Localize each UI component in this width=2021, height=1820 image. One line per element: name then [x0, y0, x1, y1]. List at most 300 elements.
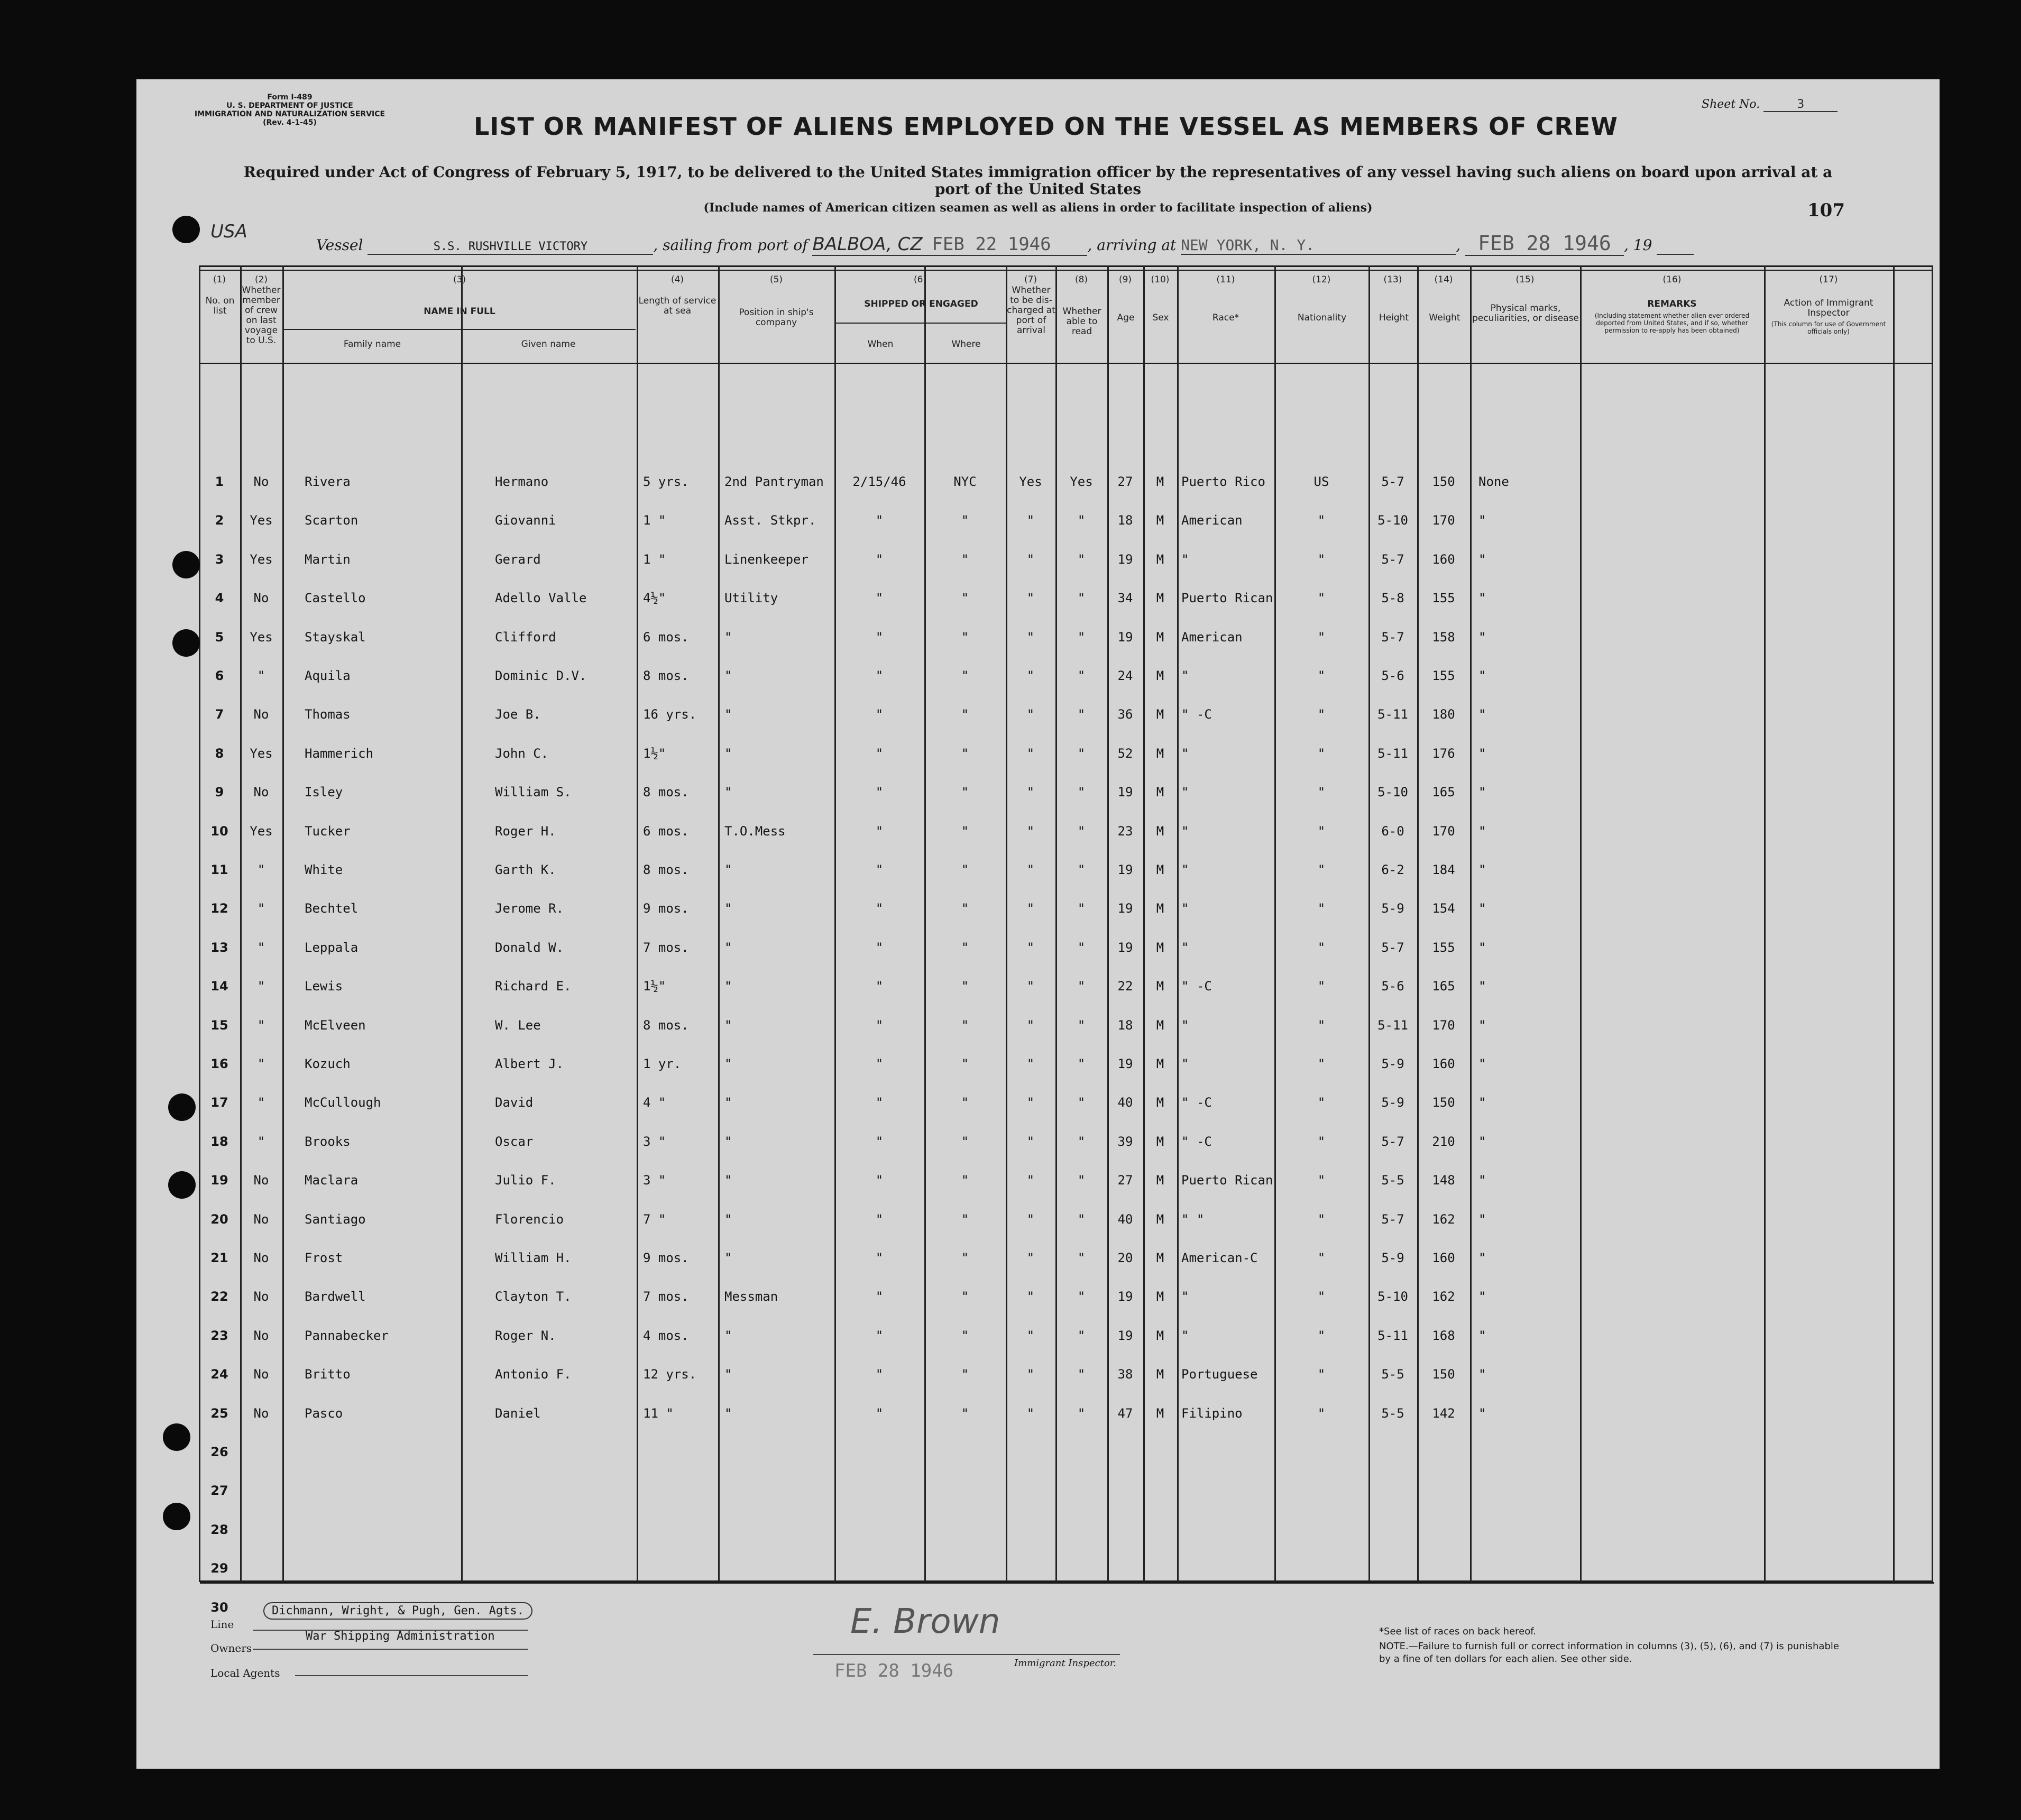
cell-when: "	[875, 668, 884, 683]
cell-race: "	[1181, 1328, 1189, 1343]
cell-sex: M	[1156, 513, 1164, 528]
cell-height: 5-11	[1377, 707, 1408, 722]
column-rule	[1107, 265, 1109, 1582]
cell-no: 11	[210, 862, 228, 877]
cell-where: "	[961, 1289, 969, 1304]
cell-position: "	[724, 1251, 732, 1265]
sailing-port: BALBOA, CZ	[812, 234, 923, 255]
cell-height: 6-0	[1381, 823, 1404, 839]
line-label: Line	[210, 1618, 234, 1631]
cell-disch: "	[1026, 629, 1035, 645]
cell-given: Albert J.	[495, 1056, 564, 1071]
hdr-age: Age	[1117, 312, 1135, 323]
cell-weight: 168	[1432, 1328, 1455, 1343]
cell-race: "	[1181, 862, 1189, 877]
cell-where: "	[961, 1328, 969, 1343]
vessel-line: Vessel S.S. RUSHVILLE VICTORY , sailing from port of BALBOA, CZ FEB 22 1946 , arriving at NEW YORK, N. Y. , FEB 28 1946 , 19	[316, 232, 1694, 256]
cell-where: "	[961, 551, 969, 567]
column-number: (7)	[1024, 274, 1037, 285]
column-rule	[461, 265, 463, 1582]
cell-race: American	[1181, 629, 1243, 645]
cell-prev: No	[253, 1211, 269, 1227]
cell-prev: No	[253, 1328, 269, 1343]
cell-given: Garth K.	[495, 862, 556, 877]
cell-service: 6 mos.	[643, 823, 689, 839]
cell-disch: "	[1026, 1367, 1035, 1382]
cell-marks: "	[1478, 746, 1486, 761]
cell-height: 5-11	[1377, 746, 1408, 761]
cell-prev: "	[257, 940, 265, 955]
cell-marks: "	[1478, 979, 1486, 994]
cell-disch: "	[1026, 1328, 1035, 1343]
cell-race: "	[1181, 668, 1189, 683]
cell-no: 16	[210, 1056, 228, 1071]
column-rule	[240, 265, 242, 1582]
cell-weight: 165	[1432, 785, 1455, 800]
cell-family: McCullough	[305, 1095, 381, 1110]
cell-position: "	[724, 901, 732, 916]
cell-sex: M	[1156, 1095, 1164, 1110]
cell-prev: Yes	[250, 746, 273, 761]
hdr-where: Where	[951, 339, 981, 350]
cell-marks: "	[1478, 513, 1486, 528]
cell-race: Filipino	[1181, 1405, 1243, 1421]
owners-label: Owners	[210, 1642, 252, 1654]
cell-disch: "	[1026, 940, 1035, 955]
cell-no: 28	[210, 1522, 228, 1537]
cell-read: Yes	[1070, 474, 1093, 489]
cell-when: "	[875, 862, 884, 877]
cell-service: 16 yrs.	[643, 707, 697, 722]
sheet-number-label: Sheet No.	[1702, 98, 1760, 111]
cell-age: 18	[1117, 513, 1133, 528]
cell-position: "	[724, 707, 732, 722]
cell-race: "	[1181, 746, 1189, 761]
cell-where: "	[961, 823, 969, 839]
column-rule	[1368, 265, 1370, 1582]
footer-rule	[200, 1582, 1934, 1584]
punch-hole	[168, 1093, 196, 1121]
cell-nat: "	[1317, 629, 1326, 645]
cell-read: "	[1077, 862, 1086, 877]
cell-disch: "	[1026, 551, 1035, 567]
cell-prev: "	[257, 1134, 265, 1149]
punch-hole	[168, 1171, 196, 1199]
cell-height: 5-11	[1377, 1017, 1408, 1033]
cell-family: Pannabecker	[305, 1328, 389, 1343]
cell-family: Stayskal	[305, 629, 366, 645]
hdr-physical-marks: Physical marks, peculiarities, or disease	[1472, 303, 1579, 324]
punch-hole	[172, 629, 200, 657]
cell-no: 22	[210, 1289, 228, 1304]
cell-marks: "	[1478, 901, 1486, 916]
hdr-able-to-read: Whether able to read	[1062, 306, 1101, 337]
cell-when: "	[875, 785, 884, 800]
cell-disch: "	[1026, 823, 1035, 839]
hdr-height: Height	[1379, 312, 1409, 323]
cell-service: 7 "	[643, 1211, 666, 1227]
cell-no: 4	[215, 591, 224, 606]
hdr-prev-voyage: Whether member of crew on last voyage to U.S.	[242, 285, 281, 346]
punch-hole	[172, 216, 200, 243]
right-border	[1932, 265, 1933, 1582]
cell-given: Daniel	[495, 1405, 541, 1421]
subnote: (Include names of American citizen seamen as well as aliens in order to facilitate inspection of aliens)	[703, 201, 1373, 215]
cell-prev: No	[253, 707, 269, 722]
cell-nat: "	[1317, 746, 1326, 761]
cell-nat: "	[1317, 1211, 1326, 1227]
cell-disch: "	[1026, 513, 1035, 528]
cell-position: T.O.Mess	[724, 823, 786, 839]
cell-weight: 148	[1432, 1173, 1455, 1188]
cell-service: 3 "	[643, 1134, 666, 1149]
cell-prev: "	[257, 1056, 265, 1071]
cell-marks: "	[1478, 1017, 1486, 1033]
cell-height: 5-6	[1381, 668, 1404, 683]
cell-when: "	[875, 901, 884, 916]
cell-where: "	[961, 940, 969, 955]
cell-weight: 155	[1432, 591, 1455, 606]
cell-family: Kozuch	[305, 1056, 351, 1071]
cell-when: 2/15/46	[852, 474, 906, 489]
cell-height: 5-10	[1377, 1289, 1408, 1304]
cell-marks: "	[1478, 1211, 1486, 1227]
cell-disch: "	[1026, 1173, 1035, 1188]
hdr-given-name: Given name	[521, 339, 576, 350]
cell-no: 24	[210, 1367, 228, 1382]
cell-no: 21	[210, 1251, 228, 1265]
cell-read: "	[1077, 823, 1086, 839]
cell-given: William S.	[495, 785, 572, 800]
cell-when: "	[875, 1095, 884, 1110]
column-number: (13)	[1383, 274, 1402, 285]
cell-read: "	[1077, 1095, 1086, 1110]
cell-position: "	[724, 668, 732, 683]
cell-no: 20	[210, 1211, 228, 1227]
cell-prev: Yes	[250, 513, 273, 528]
cell-nat: "	[1317, 1173, 1326, 1188]
cell-given: Antonio F.	[495, 1367, 572, 1382]
punch-hole	[172, 551, 200, 578]
cell-prev: No	[253, 785, 269, 800]
cell-where: "	[961, 979, 969, 994]
cell-given: William H.	[495, 1251, 572, 1265]
inspector-signature: E. Brown	[850, 1602, 1000, 1641]
column-rule	[1470, 265, 1472, 1582]
cell-read: "	[1077, 1211, 1086, 1227]
cell-position: "	[724, 1328, 732, 1343]
cell-service: 8 mos.	[643, 1017, 689, 1033]
cell-position: "	[724, 785, 732, 800]
cell-when: "	[875, 1056, 884, 1071]
cell-position: Utility	[724, 591, 778, 606]
column-number: (15)	[1515, 274, 1535, 285]
cell-given: Giovanni	[495, 513, 556, 528]
subtitle: Required under Act of Congress of February 5, 1917, to be delivered to the United States immigration officer by the representatives of any vessel having such aliens on board upon arrival at a port of the United States	[243, 163, 1833, 198]
cell-no: 15	[210, 1017, 228, 1033]
cell-no: 13	[210, 940, 228, 955]
cell-marks: "	[1478, 823, 1486, 839]
cell-given: John C.	[495, 746, 549, 761]
cell-no: 27	[210, 1483, 228, 1499]
sheet-number	[1702, 98, 1838, 112]
cell-when: "	[875, 940, 884, 955]
column-number: (2)	[254, 274, 268, 285]
hdr-name-divider-b	[461, 329, 636, 331]
cell-position: "	[724, 1095, 732, 1110]
cell-read: "	[1077, 1251, 1086, 1265]
cell-no: 23	[210, 1328, 228, 1343]
column-rule	[637, 265, 638, 1582]
form-revision: (Rev. 4-1-45)	[263, 118, 317, 127]
cell-sex: M	[1156, 823, 1164, 839]
cell-marks: "	[1478, 940, 1486, 955]
cell-position: 2nd Pantryman	[724, 474, 824, 489]
cell-no: 3	[215, 551, 224, 567]
cell-height: 5-9	[1381, 1251, 1404, 1265]
cell-height: 5-10	[1377, 785, 1408, 800]
cell-no: 17	[210, 1095, 228, 1110]
cell-service: 11 "	[643, 1405, 674, 1421]
cell-age: 22	[1117, 979, 1133, 994]
cell-where: "	[961, 1017, 969, 1033]
column-number: (11)	[1216, 274, 1235, 285]
cell-service: 8 mos.	[643, 785, 689, 800]
cell-no: 9	[215, 785, 224, 800]
cell-nat: US	[1313, 474, 1329, 489]
cell-family: Bardwell	[305, 1289, 366, 1304]
sailing-label: , sailing from port of	[653, 236, 808, 254]
cell-given: David	[495, 1095, 534, 1110]
cell-weight: 154	[1432, 901, 1455, 916]
cell-when: "	[875, 1289, 884, 1304]
cell-no: 7	[215, 707, 224, 722]
cell-family: Lewis	[305, 979, 343, 994]
punch-hole	[163, 1503, 190, 1530]
arrival-date: FEB 28 1946	[1478, 232, 1611, 255]
cell-where: "	[961, 1173, 969, 1188]
cell-read: "	[1077, 591, 1086, 606]
cell-when: "	[875, 1173, 884, 1188]
cell-marks: "	[1478, 551, 1486, 567]
cell-read: "	[1077, 940, 1086, 955]
cell-weight: 170	[1432, 1017, 1455, 1033]
cell-height: 5-7	[1381, 551, 1404, 567]
cell-prev: No	[253, 1405, 269, 1421]
hdr-nationality: Nationality	[1297, 312, 1347, 323]
cell-age: 34	[1117, 591, 1133, 606]
line-value: Dichmann, Wright, & Pugh, Gen. Agts.	[263, 1602, 532, 1620]
cell-service: 8 mos.	[643, 862, 689, 877]
cell-age: 19	[1117, 785, 1133, 800]
hdr-shipped-divider	[835, 323, 1007, 325]
cell-age: 19	[1117, 1328, 1133, 1343]
cell-sex: M	[1156, 1017, 1164, 1033]
cell-position: "	[724, 746, 732, 761]
hdr-remarks-note: (Including statement whether alien ever ordered deported from United States, and if so, whether permission to re-apply has been obtained)	[1594, 312, 1750, 334]
cell-where: "	[961, 668, 969, 683]
cell-family: McElveen	[305, 1017, 366, 1033]
cell-disch: "	[1026, 1134, 1035, 1149]
cell-no: 8	[215, 746, 224, 761]
cell-nat: "	[1317, 1328, 1326, 1343]
cell-read: "	[1077, 707, 1086, 722]
cell-nat: "	[1317, 901, 1326, 916]
column-number: (4)	[670, 274, 684, 285]
inspector-label: Immigrant Inspector.	[1014, 1658, 1117, 1669]
cell-no: 10	[210, 823, 228, 839]
year-prefix: , 19	[1624, 236, 1652, 254]
cell-given: Adello Valle	[495, 591, 587, 606]
cell-sex: M	[1156, 746, 1164, 761]
cell-when: "	[875, 551, 884, 567]
cell-family: Frost	[305, 1251, 343, 1265]
cell-weight: 142	[1432, 1405, 1455, 1421]
cell-no: 14	[210, 979, 228, 994]
cell-read: "	[1077, 1328, 1086, 1343]
cell-when: "	[875, 591, 884, 606]
cell-race: " -C	[1181, 979, 1212, 994]
cell-height: 5-7	[1381, 1134, 1404, 1149]
cell-position: "	[724, 1017, 732, 1033]
cell-weight: 165	[1432, 979, 1455, 994]
cell-nat: "	[1317, 1056, 1326, 1071]
cell-given: Richard E.	[495, 979, 572, 994]
cell-service: 9 mos.	[643, 1251, 689, 1265]
cell-sex: M	[1156, 668, 1164, 683]
cell-prev: No	[253, 591, 269, 606]
cell-sex: M	[1156, 1056, 1164, 1071]
cell-given: Florencio	[495, 1211, 564, 1227]
cell-height: 5-7	[1381, 1211, 1404, 1227]
cell-sex: M	[1156, 1289, 1164, 1304]
cell-marks: "	[1478, 1405, 1486, 1421]
cell-disch: "	[1026, 707, 1035, 722]
hdr-discharged: Whether to be dis-charged at port of arrival	[1007, 285, 1055, 336]
department: U. S. DEPARTMENT OF JUSTICE	[226, 102, 353, 110]
cell-given: Dominic D.V.	[495, 668, 587, 683]
cell-position: Linenkeeper	[724, 551, 809, 567]
cell-race: "	[1181, 901, 1189, 916]
fine-note: NOTE.—Failure to furnish full or correct information in columns (3), (5), (6), and (7) is punishable by a fine of ten dollars for each alien. See other side.	[1379, 1641, 1839, 1665]
cell-no: 25	[210, 1405, 228, 1421]
cell-no: 6	[215, 668, 224, 683]
cell-height: 5-7	[1381, 940, 1404, 955]
cell-no: 26	[210, 1445, 228, 1459]
cell-given: Jerome R.	[495, 901, 564, 916]
cell-race: " -C	[1181, 707, 1212, 722]
cell-service: 4 mos.	[643, 1328, 689, 1343]
cell-age: 39	[1117, 1134, 1133, 1149]
cell-nat: "	[1317, 707, 1326, 722]
cell-disch: "	[1026, 901, 1035, 916]
hdr-inspector-action: Action of Immigrant Inspector	[1784, 298, 1873, 318]
cell-given: Julio F.	[495, 1173, 556, 1188]
column-rule	[834, 265, 836, 1582]
cell-when: "	[875, 746, 884, 761]
cell-nat: "	[1317, 513, 1326, 528]
cell-read: "	[1077, 1134, 1086, 1149]
cell-race: Puerto Rican	[1181, 1173, 1273, 1188]
cell-sex: M	[1156, 1328, 1164, 1343]
cell-race: "	[1181, 1289, 1189, 1304]
cell-prev: No	[253, 1289, 269, 1304]
cell-nat: "	[1317, 785, 1326, 800]
cell-given: Clayton T.	[495, 1289, 572, 1304]
cell-sex: M	[1156, 901, 1164, 916]
cell-prev: No	[253, 474, 269, 489]
cell-height: 5-5	[1381, 1405, 1404, 1421]
cell-when: "	[875, 1017, 884, 1033]
cell-service: 3 "	[643, 1173, 666, 1188]
cell-disch: "	[1026, 591, 1035, 606]
column-rule	[1580, 265, 1582, 1582]
hdr-name-divider	[283, 329, 461, 331]
cell-age: 38	[1117, 1367, 1133, 1382]
hdr-when: When	[867, 339, 894, 350]
cell-where: "	[961, 1251, 969, 1265]
table-top-rule-inner	[199, 270, 1933, 271]
cell-no: 29	[210, 1561, 228, 1576]
cell-race: American-C	[1181, 1251, 1258, 1265]
cell-nat: "	[1317, 1095, 1326, 1110]
cell-where: "	[961, 629, 969, 645]
cell-given: Roger H.	[495, 823, 556, 839]
cell-family: Leppala	[305, 940, 359, 955]
cell-age: 47	[1117, 1405, 1133, 1421]
local-agents-label: Local Agents	[210, 1667, 280, 1679]
cell-service: 1 "	[643, 551, 666, 567]
hdr-family-name: Family name	[343, 339, 401, 350]
cell-when: "	[875, 1405, 884, 1421]
cell-age: 40	[1117, 1211, 1133, 1227]
cell-age: 19	[1117, 940, 1133, 955]
cell-prev: No	[253, 1367, 269, 1382]
vessel-name: S.S. RUSHVILLE VICTORY	[433, 240, 588, 253]
cell-read: "	[1077, 1289, 1086, 1304]
cell-age: 19	[1117, 1289, 1133, 1304]
cell-age: 23	[1117, 823, 1133, 839]
hdr-no-on-list: No. on list	[205, 296, 235, 316]
cell-height: 5-9	[1381, 901, 1404, 916]
cell-height: 5-5	[1381, 1173, 1404, 1188]
cell-position: Asst. Stkpr.	[724, 513, 816, 528]
cell-prev: "	[257, 901, 265, 916]
cell-race: " -C	[1181, 1095, 1212, 1110]
owners-value: War Shipping Administration	[306, 1630, 495, 1643]
column-rule	[1764, 265, 1766, 1582]
cell-age: 19	[1117, 551, 1133, 567]
hdr-weight: Weight	[1429, 312, 1460, 323]
cell-nat: "	[1317, 823, 1326, 839]
cell-nat: "	[1317, 979, 1326, 994]
cell-service: 1 "	[643, 513, 666, 528]
cell-prev: "	[257, 862, 265, 877]
cell-weight: 170	[1432, 513, 1455, 528]
cell-age: 36	[1117, 707, 1133, 722]
cell-given: Joe B.	[495, 707, 541, 722]
cell-sex: M	[1156, 1251, 1164, 1265]
cell-sex: M	[1156, 591, 1164, 606]
cell-weight: 150	[1432, 1367, 1455, 1382]
cell-weight: 160	[1432, 1251, 1455, 1265]
cell-no: 5	[215, 629, 224, 645]
cell-read: "	[1077, 901, 1086, 916]
cell-disch: "	[1026, 1405, 1035, 1421]
cell-race: " "	[1181, 1211, 1205, 1227]
cell-when: "	[875, 1134, 884, 1149]
cell-sex: M	[1156, 940, 1164, 955]
